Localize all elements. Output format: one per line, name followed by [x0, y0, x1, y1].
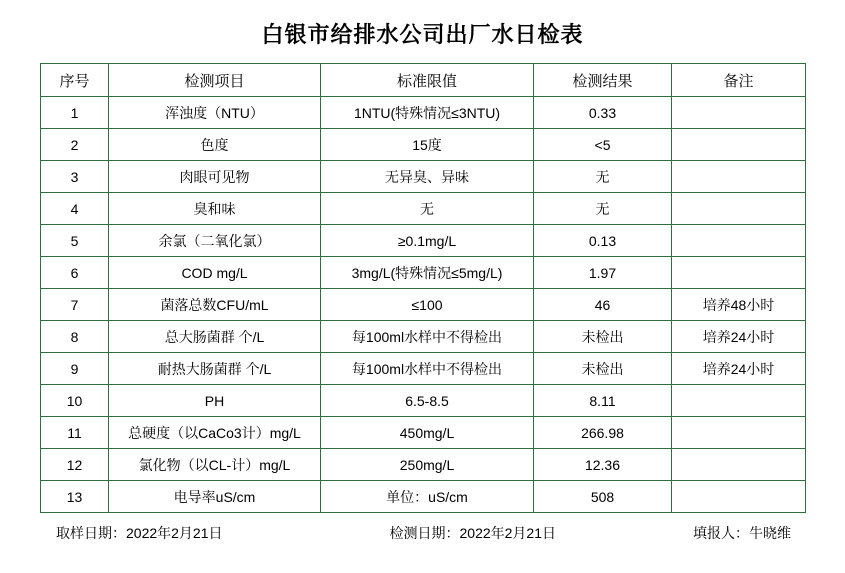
- column-header-result: 检测结果: [534, 64, 672, 97]
- cell-result: <5: [534, 129, 672, 161]
- column-header-limit: 标准限值: [321, 64, 534, 97]
- table-row: [41, 257, 806, 289]
- cell-remark: 培养24小时: [672, 353, 806, 385]
- cell-result: 0.13: [534, 225, 672, 257]
- table-row: [41, 385, 806, 417]
- table-row: [41, 321, 806, 353]
- cell-index: 9: [41, 353, 109, 385]
- page-title: 白银市给排水公司出厂水日检表: [261, 22, 584, 47]
- cell-item: PH: [109, 385, 321, 417]
- cell-limit: 1NTU(特殊情况≤3NTU): [321, 97, 534, 129]
- cell-result: 1.97: [534, 257, 672, 289]
- cell-limit: 450mg/L: [321, 417, 534, 449]
- cell-index: 2: [41, 129, 109, 161]
- cell-item: 氯化物（以CL-计）mg/L: [109, 449, 321, 481]
- column-header-remark: 备注: [672, 64, 806, 97]
- report-table-container: [0, 63, 845, 513]
- table-row: [41, 289, 806, 321]
- testing-date-group: [390, 523, 557, 543]
- column-header-index: 序号: [41, 64, 109, 97]
- cell-index: 10: [41, 385, 109, 417]
- table-row: [41, 417, 806, 449]
- cell-limit: ≤100: [321, 289, 534, 321]
- cell-index: 11: [41, 417, 109, 449]
- table-row: [41, 129, 806, 161]
- cell-result: 46: [534, 289, 672, 321]
- cell-result: 0.33: [534, 97, 672, 129]
- cell-item: 电导率uS/cm: [109, 481, 321, 513]
- cell-limit: ≥0.1mg/L: [321, 225, 534, 257]
- cell-item: 总大肠菌群 个/L: [109, 321, 321, 353]
- cell-item: COD mg/L: [109, 257, 321, 289]
- table-row: [41, 449, 806, 481]
- sampling-date-label: 取样日期：: [56, 525, 126, 541]
- table-row: [41, 193, 806, 225]
- cell-limit: 250mg/L: [321, 449, 534, 481]
- cell-remark: [672, 417, 806, 449]
- cell-index: 6: [41, 257, 109, 289]
- cell-limit: 3mg/L(特殊情况≤5mg/L): [321, 257, 534, 289]
- cell-index: 13: [41, 481, 109, 513]
- cell-index: 5: [41, 225, 109, 257]
- table-row: [41, 353, 806, 385]
- cell-remark: [672, 97, 806, 129]
- cell-remark: [672, 481, 806, 513]
- cell-item: 总硬度（以CaCo3计）mg/L: [109, 417, 321, 449]
- testing-date-value: 2022年2月21日: [459, 525, 557, 541]
- cell-item: 余氯（二氧化氯）: [109, 225, 321, 257]
- document-footer: [0, 513, 845, 543]
- reporter-label: 填报人：: [693, 525, 749, 541]
- table-row: [41, 225, 806, 257]
- cell-result: 8.11: [534, 385, 672, 417]
- cell-remark: [672, 225, 806, 257]
- cell-remark: [672, 129, 806, 161]
- cell-index: 12: [41, 449, 109, 481]
- cell-remark: [672, 161, 806, 193]
- table-header-row: [41, 64, 806, 97]
- column-header-item: 检测项目: [109, 64, 321, 97]
- cell-index: 7: [41, 289, 109, 321]
- sampling-date-value: 2022年2月21日: [126, 525, 223, 541]
- cell-result: 无: [534, 193, 672, 225]
- cell-result: 508: [534, 481, 672, 513]
- cell-limit: 15度: [321, 129, 534, 161]
- table-row: [41, 97, 806, 129]
- testing-date-label: 检测日期：: [389, 525, 460, 541]
- sampling-date-group: [56, 523, 223, 543]
- table-row: [41, 161, 806, 193]
- reporter-name: 牛晓维: [749, 525, 791, 541]
- cell-item: 臭和味: [109, 193, 321, 225]
- cell-item: 肉眼可见物: [109, 161, 321, 193]
- cell-index: 3: [41, 161, 109, 193]
- cell-result: 未检出: [534, 321, 672, 353]
- cell-result: 无: [534, 161, 672, 193]
- cell-limit: 6.5-8.5: [321, 385, 534, 417]
- cell-item: 浑浊度（NTU）: [109, 97, 321, 129]
- cell-item: 色度: [109, 129, 321, 161]
- cell-remark: 培养48小时: [672, 289, 806, 321]
- cell-limit: 无异臭、异味: [321, 161, 534, 193]
- cell-limit: 每100ml水样中不得检出: [321, 353, 534, 385]
- cell-result: 266.98: [534, 417, 672, 449]
- cell-limit: 单位：uS/cm: [321, 481, 534, 513]
- cell-result: 12.36: [534, 449, 672, 481]
- cell-remark: 培养24小时: [672, 321, 806, 353]
- cell-limit: 无: [321, 193, 534, 225]
- reporter-group: [693, 523, 791, 543]
- cell-item: 耐热大肠菌群 个/L: [109, 353, 321, 385]
- water-quality-table: [40, 63, 806, 513]
- cell-remark: [672, 449, 806, 481]
- cell-remark: [672, 257, 806, 289]
- cell-index: 8: [41, 321, 109, 353]
- cell-result: 未检出: [534, 353, 672, 385]
- cell-item: 菌落总数CFU/mL: [109, 289, 321, 321]
- cell-index: 4: [41, 193, 109, 225]
- table-row: [41, 481, 806, 513]
- cell-limit: 每100ml水样中不得检出: [321, 321, 534, 353]
- cell-remark: [672, 385, 806, 417]
- cell-remark: [672, 193, 806, 225]
- cell-index: 1: [41, 97, 109, 129]
